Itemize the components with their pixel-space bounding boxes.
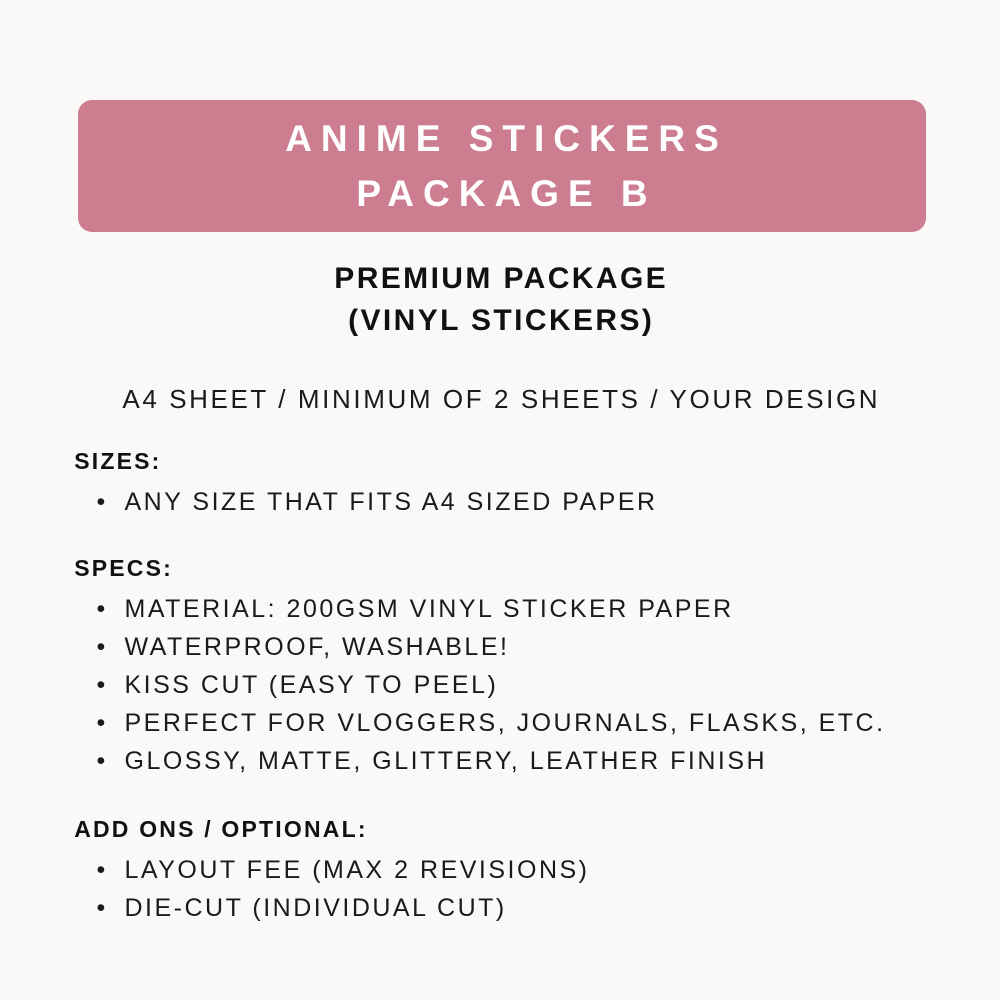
title-banner [78,100,926,232]
section-specs-list [72,590,952,780]
banner-title-line-1: ANIME STICKERS [285,118,728,159]
list-item: • MATERIAL: 200GSM VINYL STICKER PAPER [94,590,952,628]
subtitle-line-2: (VINYL STICKERS) [348,304,655,337]
section-sizes-list [72,483,952,521]
section-sizes-title: SIZES: [74,448,162,474]
list-item: • LAYOUT FEE (MAX 2 REVISIONS) [94,851,952,889]
list-item: • WATERPROOF, WASHABLE! [94,628,952,666]
list-item: • GLOSSY, MATTE, GLITTERY, LEATHER FINISH [94,742,952,780]
subtitle-block [0,258,1000,342]
subtitle-line-1: PREMIUM PACKAGE [334,262,669,295]
section-add-ons-title: ADD ONS / OPTIONAL: [74,816,368,842]
list-item: • KISS CUT (EASY TO PEEL) [94,666,952,704]
details-content [72,448,952,927]
list-item: • DIE-CUT (INDIVIDUAL CUT) [94,889,952,927]
section-add-ons [72,816,952,927]
list-item: • ANY SIZE THAT FITS A4 SIZED PAPER [94,483,952,521]
lead-line: A4 SHEET / MINIMUM OF 2 SHEETS / YOUR DESIGN [122,384,881,414]
section-specs [72,555,952,780]
section-sizes [72,448,952,521]
list-item: • PERFECT FOR VLOGGERS, JOURNALS, FLASKS, ETC. [94,704,952,742]
section-add-ons-list [72,851,952,927]
section-specs-title: SPECS: [74,555,174,581]
banner-title-line-2: PACKAGE B [356,173,657,214]
